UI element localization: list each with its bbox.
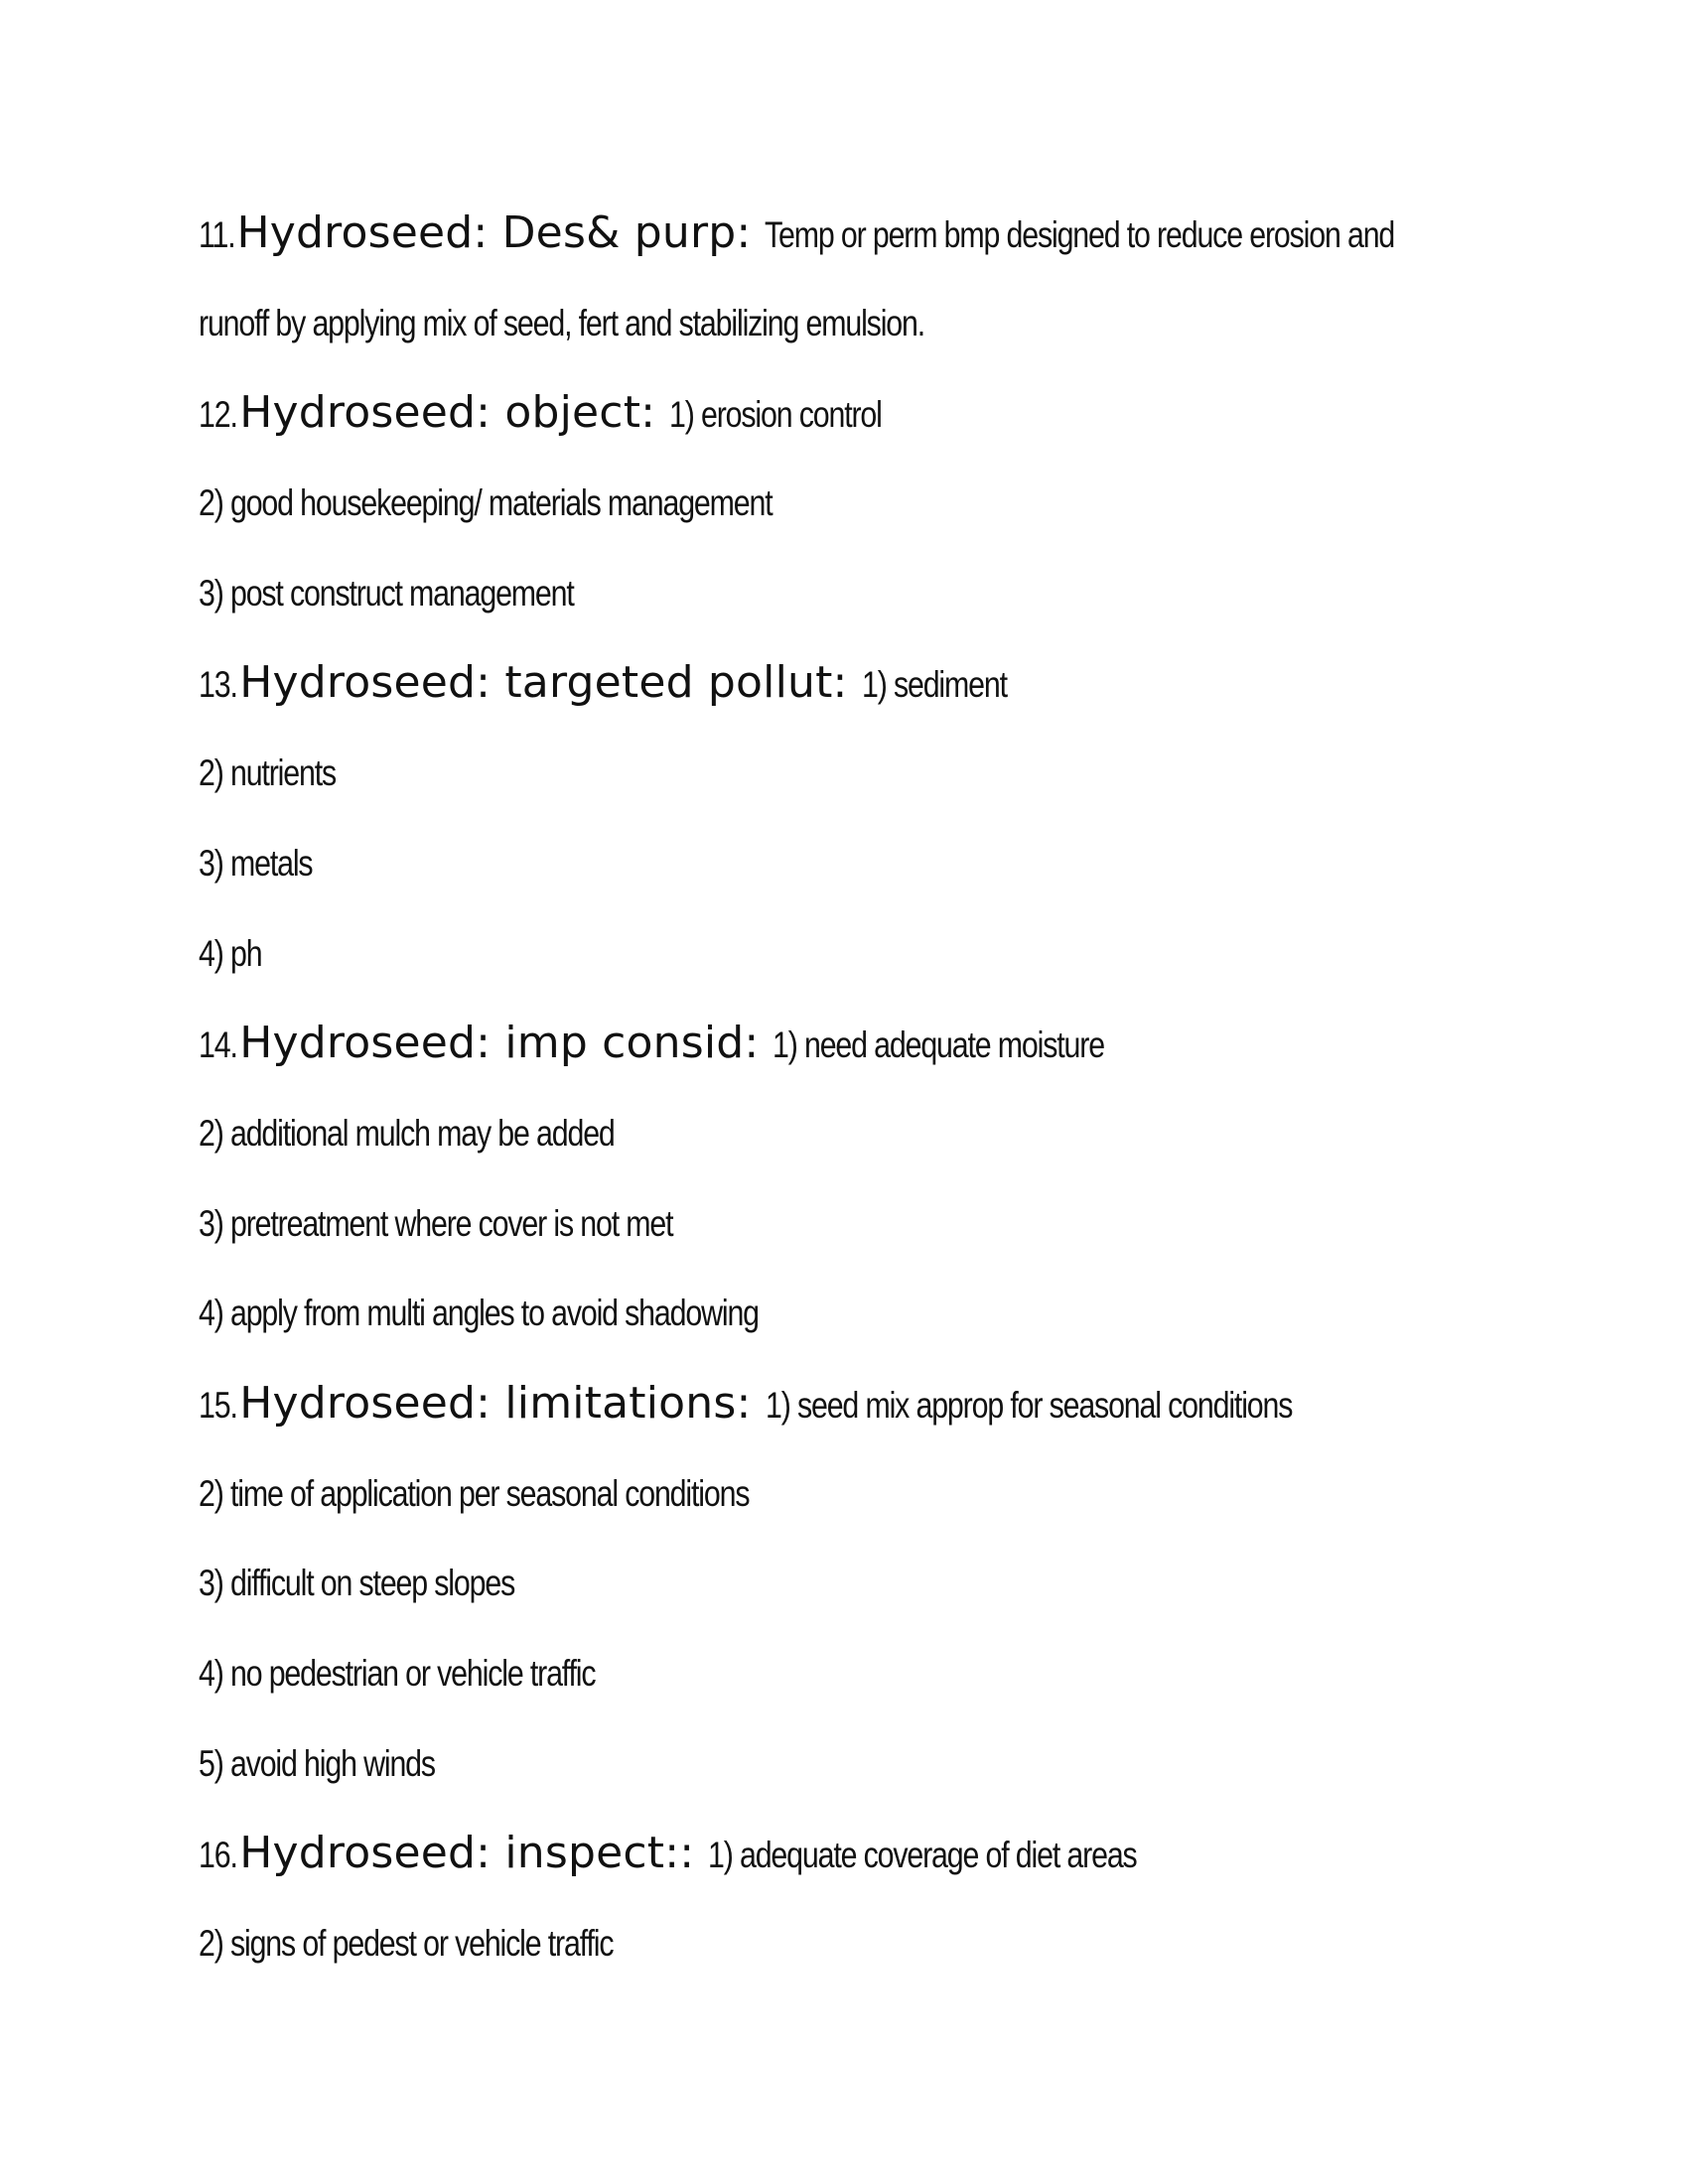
item-11 <box>199 189 1509 279</box>
item-text: 1) seed mix approp for seasonal conditions <box>765 1384 1292 1426</box>
item-text: 1) adequate coverage of diet areas <box>708 1835 1137 1876</box>
item-14-subline <box>199 1179 1509 1270</box>
item-11-continuation <box>199 279 1509 369</box>
item-text: Temp or perm bmp designed to reduce erosion and <box>765 214 1395 255</box>
document-body <box>199 189 1509 1989</box>
subline-text: 2) good housekeeping/ materials management <box>199 482 773 524</box>
subline-text: 3) post construct management <box>199 572 574 614</box>
item-text: 1) erosion control <box>669 394 882 436</box>
item-14 <box>199 999 1509 1089</box>
item-15-subline <box>199 1719 1509 1810</box>
item-13-subline <box>199 819 1509 909</box>
item-number: 14. <box>199 1024 237 1066</box>
item-number: 11. <box>199 214 235 255</box>
item-13 <box>199 638 1509 729</box>
item-14-subline <box>199 1089 1509 1179</box>
subline-text: 3) pretreatment where cover is not met <box>199 1202 673 1244</box>
item-16-subline <box>199 1899 1509 1989</box>
subline-text: 3) metals <box>199 842 313 884</box>
item-13-subline <box>199 729 1509 819</box>
item-12-subline <box>199 459 1509 549</box>
item-number: 13. <box>199 664 237 706</box>
item-number: 15. <box>199 1384 237 1426</box>
subline-text: 2) signs of pedest or vehicle traffic <box>199 1923 614 1965</box>
subline-text: 5) avoid high winds <box>199 1742 435 1784</box>
item-12-subline <box>199 549 1509 639</box>
subline-text: 2) nutrients <box>199 752 337 794</box>
item-text-continuation: runoff by applying mix of seed, fert and stabilizing emulsion. <box>199 302 925 343</box>
item-13-subline <box>199 909 1509 1000</box>
item-14-subline <box>199 1269 1509 1359</box>
item-16 <box>199 1809 1509 1899</box>
item-number: 16. <box>199 1835 237 1876</box>
subline-text: 4) apply from multi angles to avoid shadowing <box>199 1293 759 1334</box>
item-heading: Hydroseed: targeted pollut: <box>239 657 848 709</box>
item-text: 1) need adequate moisture <box>773 1024 1105 1066</box>
item-text: 1) sediment <box>861 664 1007 706</box>
item-15 <box>199 1359 1509 1449</box>
subline-text: 3) difficult on steep slopes <box>199 1563 515 1604</box>
item-heading: Hydroseed: inspect:: <box>239 1828 695 1879</box>
item-heading: Hydroseed: limitations: <box>239 1377 752 1429</box>
subline-text: 4) ph <box>199 932 262 974</box>
item-heading: Hydroseed: Des& purp: <box>236 207 752 258</box>
subline-text: 2) time of application per seasonal conditions <box>199 1472 750 1514</box>
item-heading: Hydroseed: object: <box>239 387 656 439</box>
subline-text: 2) additional mulch may be added <box>199 1112 615 1154</box>
item-heading: Hydroseed: imp consid: <box>239 1018 760 1069</box>
item-number: 12. <box>199 394 237 436</box>
item-15-subline <box>199 1449 1509 1540</box>
item-15-subline <box>199 1539 1509 1629</box>
item-15-subline <box>199 1629 1509 1719</box>
subline-text: 4) no pedestrian or vehicle traffic <box>199 1653 596 1694</box>
item-12 <box>199 368 1509 459</box>
